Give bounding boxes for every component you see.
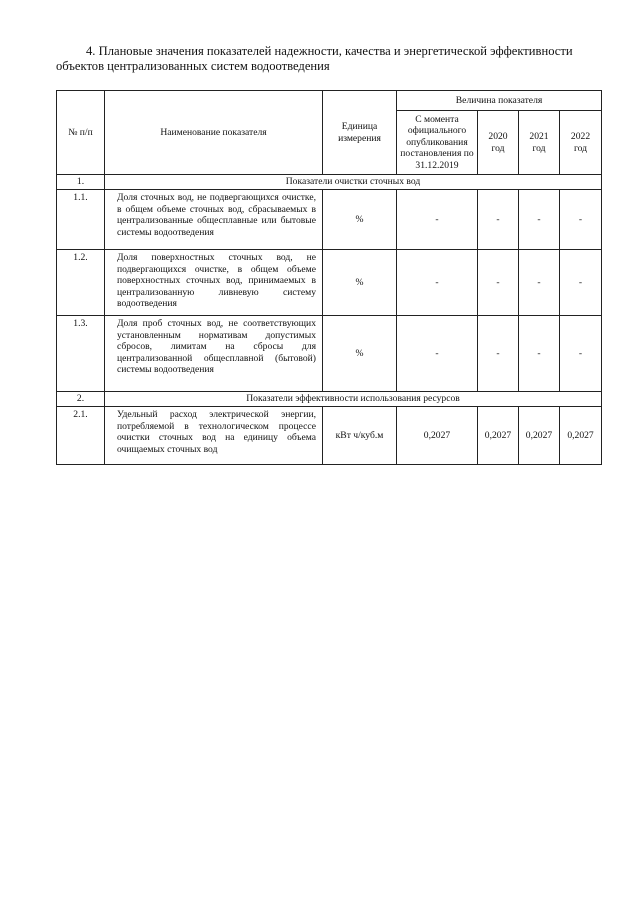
header-year-2020: 2020 год bbox=[478, 111, 519, 175]
section-row bbox=[57, 392, 602, 407]
value-2022: - bbox=[560, 250, 602, 316]
value-2020: - bbox=[478, 316, 519, 392]
row-number: 2.1. bbox=[57, 407, 105, 465]
value-2021: - bbox=[519, 250, 560, 316]
value-2020: - bbox=[478, 190, 519, 250]
header-name: Наименование показателя bbox=[105, 91, 323, 175]
value-2022: 0,2027 bbox=[560, 407, 602, 465]
table-row bbox=[57, 316, 602, 392]
indicator-name: Доля проб сточных вод, не соответствующих установленным нормативам допустимых сбросов, лимитам на сбросы для централизованной общесплавной (бытовой) системы водоотведения bbox=[105, 316, 323, 392]
table-row bbox=[57, 190, 602, 250]
indicator-name: Доля поверхностных сточных вод, не подвергающихся очистке, в общем объеме поверхностных сточных вод, принимаемых в централизованную ливневую систему водоотведения bbox=[105, 250, 323, 316]
indicator-name: Удельный расход электрической энергии, потребляемой в технологическом процессе очистки сточных вод на единицу объема очищаемых сточных вод bbox=[105, 407, 323, 465]
value-2021: - bbox=[519, 316, 560, 392]
value-2020: - bbox=[478, 250, 519, 316]
heading-line-1: 4. Плановые значения показателей надежности, качества и энергетической эффективности bbox=[86, 44, 573, 58]
row-number: 1.3. bbox=[57, 316, 105, 392]
table-row bbox=[57, 407, 602, 465]
section-number: 2. bbox=[57, 392, 105, 407]
section-title: Показатели очистки сточных вод bbox=[105, 175, 602, 190]
header-num: № п/п bbox=[57, 91, 105, 175]
value-2022: - bbox=[560, 316, 602, 392]
unit-cell: кВт ч/куб.м bbox=[323, 407, 397, 465]
unit-cell: % bbox=[323, 316, 397, 392]
section-heading bbox=[56, 44, 602, 74]
heading-line-2: объектов централизованных систем водоотведения bbox=[56, 59, 330, 73]
header-since-publication: С момента официального опубликования постановления по 31.12.2019 bbox=[397, 111, 478, 175]
section-title: Показатели эффективности использования ресурсов bbox=[105, 392, 602, 407]
row-number: 1.2. bbox=[57, 250, 105, 316]
unit-cell: % bbox=[323, 190, 397, 250]
value-since-publication: - bbox=[397, 250, 478, 316]
value-since-publication: - bbox=[397, 316, 478, 392]
table-row bbox=[57, 250, 602, 316]
header-year-2021: 2021 год bbox=[519, 111, 560, 175]
indicator-name: Доля сточных вод, не подвергающихся очистке, в общем объеме сточных вод, сбрасываемых в централизованные общесплавные или бытовые системы водоотведения bbox=[105, 190, 323, 250]
section-number: 1. bbox=[57, 175, 105, 190]
value-since-publication: 0,2027 bbox=[397, 407, 478, 465]
header-value-group: Величина показателя bbox=[397, 91, 602, 111]
unit-cell: % bbox=[323, 250, 397, 316]
section-row bbox=[57, 175, 602, 190]
header-row-1 bbox=[57, 91, 602, 111]
header-unit: Единица измерения bbox=[323, 91, 397, 175]
value-2020: 0,2027 bbox=[478, 407, 519, 465]
value-2021: 0,2027 bbox=[519, 407, 560, 465]
header-year-2022: 2022 год bbox=[560, 111, 602, 175]
indicators-table bbox=[56, 90, 602, 465]
value-2022: - bbox=[560, 190, 602, 250]
value-2021: - bbox=[519, 190, 560, 250]
row-number: 1.1. bbox=[57, 190, 105, 250]
value-since-publication: - bbox=[397, 190, 478, 250]
